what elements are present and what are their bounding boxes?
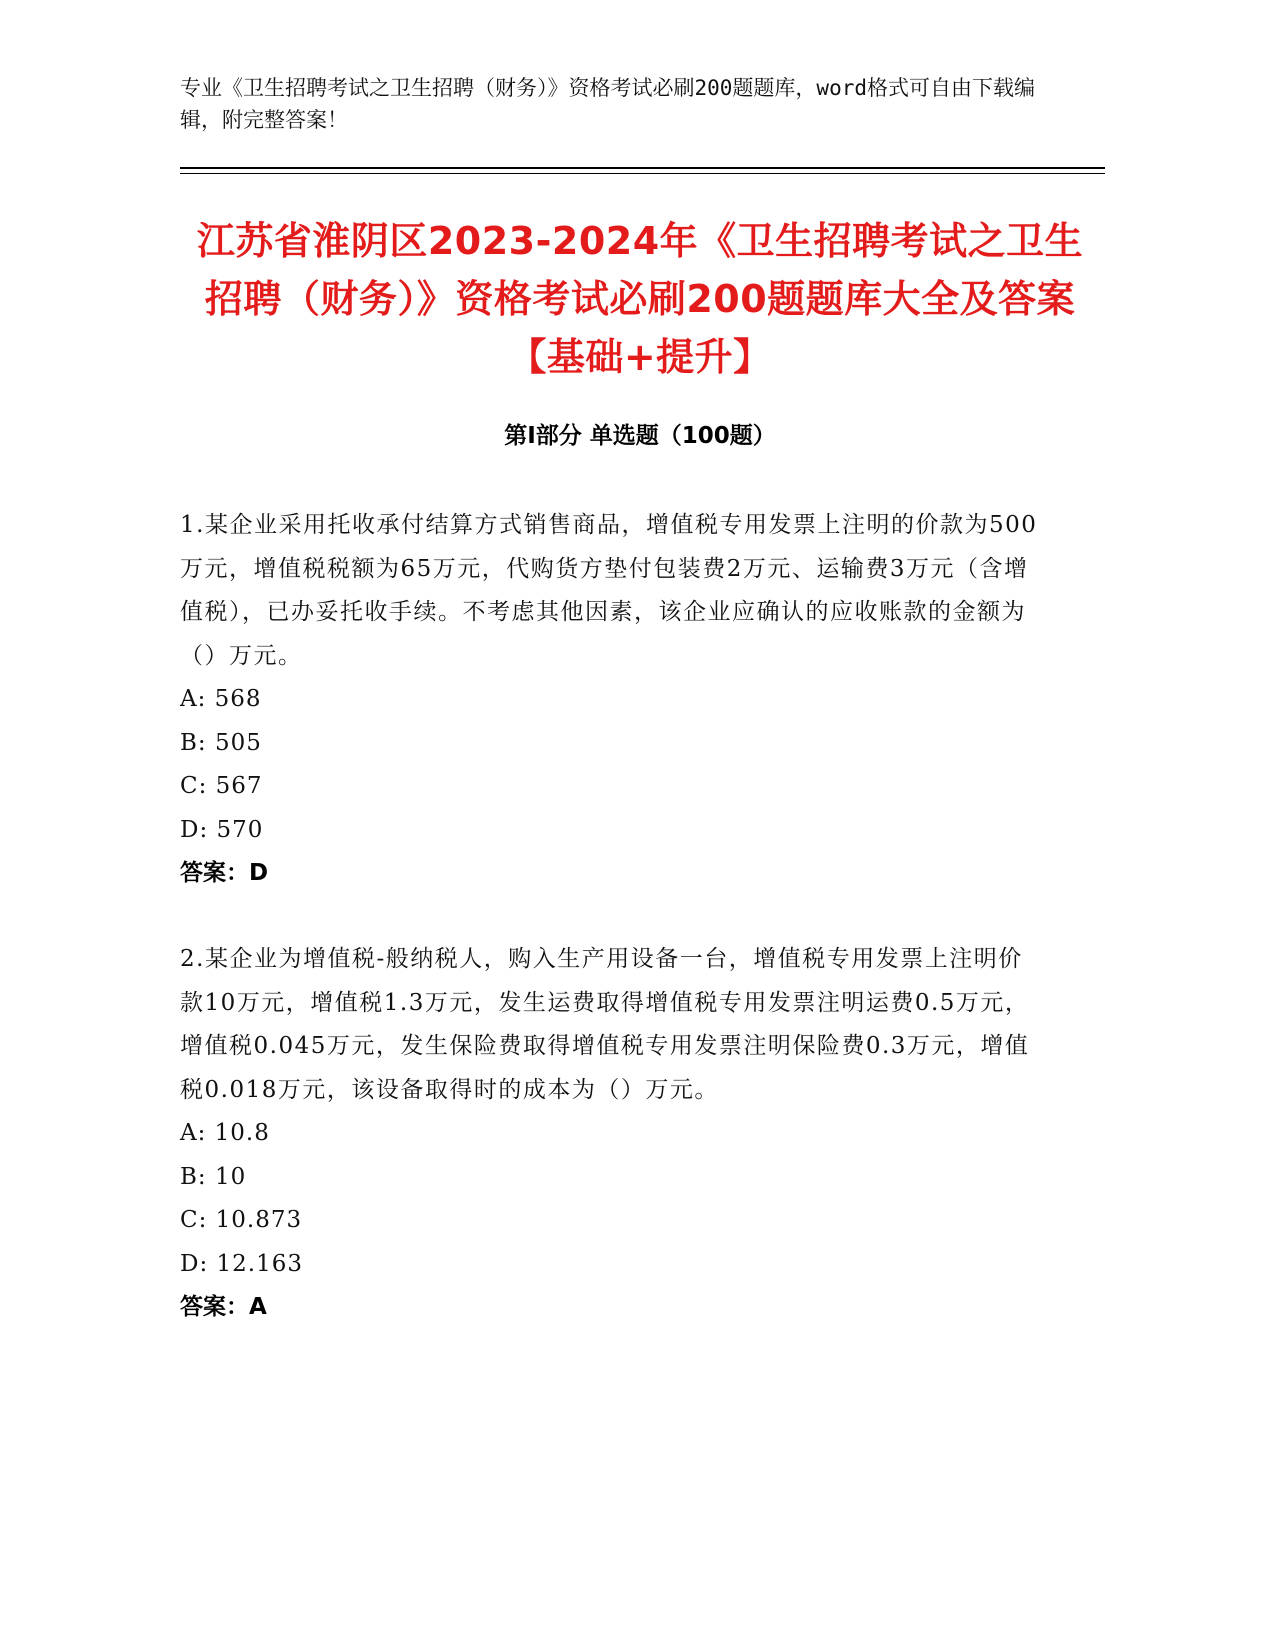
answer: 答案：A (180, 1294, 267, 1320)
option-d: D: 12.163 (180, 1250, 303, 1277)
document-title: 江苏省淮阴区2023-2024年《卫生招聘考试之卫生招聘（财务）》资格考试必刷200题题库大全及答案【基础+提升】 (196, 219, 1084, 379)
option-a: A: 10.8 (180, 1120, 270, 1146)
option-b: B: 10 (180, 1163, 247, 1190)
option-d: D: 570 (180, 816, 264, 843)
option-c: C: 10.873 (180, 1207, 303, 1233)
question-stem: 1.某企业采用托收承付结算方式销售商品，增值税专用发票上注明的价款为500万元，增值税税额为65万元，代购货方垫付包装费2万元、运输费3万元（含增值税），已办妥托收手续。不考虑其他因素，该企业应确认的应收账款的金额为（）万元。 (180, 512, 1038, 669)
question-stem: 2.某企业为增值税-般纳税人，购入生产用设备一台，增值税专用发票上注明价款10万元，增值税1.3万元，发生运费取得增值税专用发票注明运费0.5万元，增值税0.045万元，发生保险费取得增值税专用发票注明保险费0.3万元，增值税0.018万元，该设备取得时的成本为（）万元。 (180, 946, 1030, 1103)
header-rule-thick (180, 167, 1105, 169)
header-note: 专业《卫生招聘考试之卫生招聘（财务）》资格考试必刷200题题库，word格式可自由下载编辑，附完整答案！ (180, 76, 1035, 132)
question-1 (180, 504, 1040, 896)
option-b: B: 505 (180, 729, 262, 756)
header-rule-thin (180, 173, 1105, 174)
option-a: A: 568 (180, 686, 262, 712)
option-c: C: 567 (180, 773, 263, 799)
section-title: 第Ⅰ部分 单选题（100题） (504, 423, 776, 449)
question-2 (180, 938, 1040, 1330)
answer: 答案：D (180, 860, 269, 886)
